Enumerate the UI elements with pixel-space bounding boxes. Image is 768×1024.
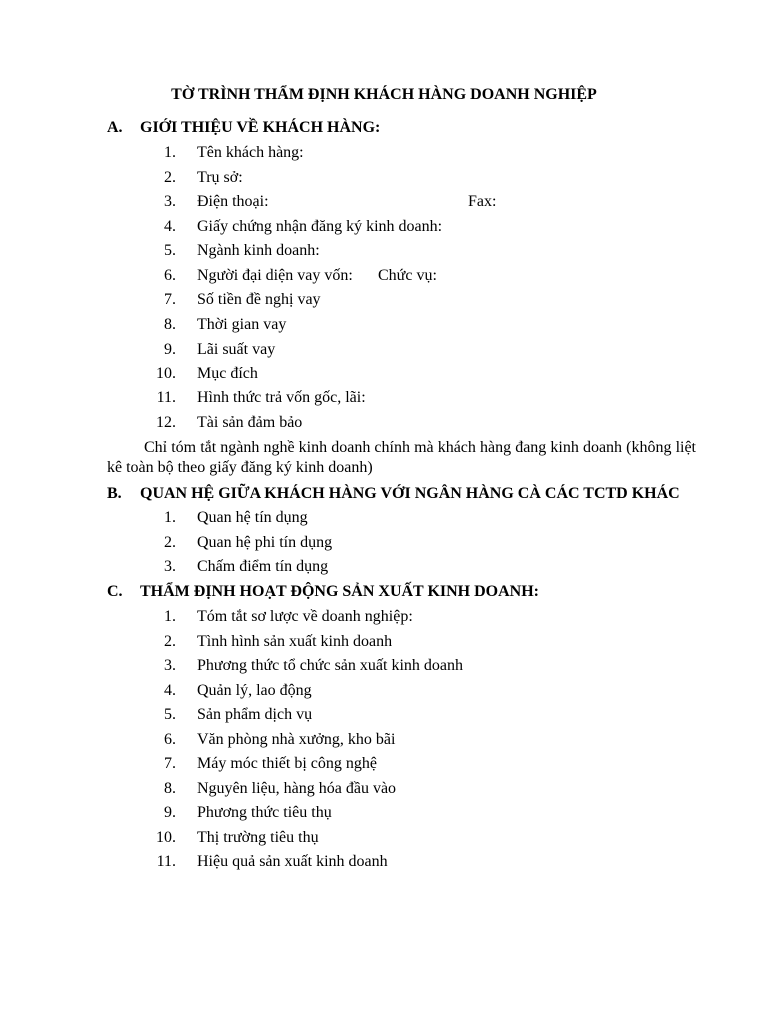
list-item <box>0 534 768 556</box>
list-item <box>0 389 768 411</box>
list-item <box>0 657 768 679</box>
section-letter: C. <box>107 583 123 600</box>
item-number: 3. <box>164 558 176 575</box>
item-number: 1. <box>164 509 176 526</box>
item-number: 3. <box>164 193 176 210</box>
item-number: 8. <box>164 316 176 333</box>
fax-label: Fax: <box>468 193 497 210</box>
list-item <box>0 558 768 580</box>
section-title: QUAN HỆ GIỮA KHÁCH HÀNG VỚI NGÂN HÀNG CÀ CÁC TCTD KHÁC <box>140 485 680 502</box>
section-title: THẨM ĐỊNH HOẠT ĐỘNG SẢN XUẤT KINH DOANH: <box>140 583 539 600</box>
item-text: Chấm điểm tín dụng <box>197 558 329 575</box>
item-text: Lãi suất vay <box>197 341 276 358</box>
item-text: Tên khách hàng: <box>197 144 304 161</box>
list-item <box>0 780 768 802</box>
item-text: Giấy chứng nhận đăng ký kinh doanh: <box>197 218 443 235</box>
item-number: 8. <box>164 780 176 797</box>
list-item <box>0 242 768 264</box>
item-text: Tóm tắt sơ lược về doanh nghiệp: <box>197 608 413 625</box>
list-item <box>0 316 768 338</box>
section-a-heading <box>107 119 380 137</box>
item-number: 6. <box>164 731 176 748</box>
section-letter: A. <box>107 119 123 136</box>
list-item <box>0 804 768 826</box>
item-number: 7. <box>164 291 176 308</box>
list-item <box>0 829 768 851</box>
list-item <box>0 633 768 655</box>
list-item <box>0 341 768 363</box>
item-number: 1. <box>164 608 176 625</box>
item-text: Sản phẩm dịch vụ <box>197 706 313 723</box>
item-number: 10. <box>156 365 176 382</box>
section-letter: B. <box>107 485 122 502</box>
item-text: Trụ sở: <box>197 169 243 186</box>
list-item <box>0 291 768 313</box>
item-number: 2. <box>164 169 176 186</box>
section-title: GIỚI THIỆU VỀ KHÁCH HÀNG: <box>140 119 381 136</box>
item-number: 6. <box>164 267 176 284</box>
list-item <box>0 608 768 630</box>
list-item <box>0 193 768 215</box>
item-text: Phương thức tiêu thụ <box>197 804 332 821</box>
list-item <box>0 509 768 531</box>
section-b-heading <box>107 485 680 503</box>
list-item <box>0 706 768 728</box>
item-number: 1. <box>164 144 176 161</box>
item-number: 11. <box>156 389 176 406</box>
item-text: Máy móc thiết bị công nghệ <box>197 755 377 772</box>
item-text: Số tiền đề nghị vay <box>197 291 321 308</box>
item-text: Phương thức tổ chức sản xuất kinh doanh <box>197 657 463 674</box>
item-text: Văn phòng nhà xưởng, kho bãi <box>197 731 396 748</box>
item-text: Quan hệ tín dụng <box>197 509 308 526</box>
list-item <box>0 731 768 753</box>
document-title: TỜ TRÌNH THẨM ĐỊNH KHÁCH HÀNG DOANH NGHIỆP <box>171 86 597 103</box>
item-text: Điện thoại: <box>197 193 269 210</box>
item-text: Ngành kinh doanh: <box>197 242 320 259</box>
item-text: Nguyên liệu, hàng hóa đầu vào <box>197 780 397 797</box>
section-a-note: Chỉ tóm tắt ngành nghề kinh doanh chính mà khách hàng đang kinh doanh (không liệt kê toàn bộ theo giấy đăng ký kinh doanh) <box>107 439 696 476</box>
item-number: 4. <box>164 682 176 699</box>
item-text: Thị trường tiêu thụ <box>197 829 319 846</box>
item-number: 5. <box>164 242 176 259</box>
list-item <box>0 365 768 387</box>
item-text: Quan hệ phi tín dụng <box>197 534 333 551</box>
list-item <box>0 169 768 191</box>
list-item <box>0 144 768 166</box>
item-number: 12. <box>156 414 176 431</box>
item-number: 9. <box>164 341 176 358</box>
item-text: Quản lý, lao động <box>197 682 312 699</box>
item-number: 10. <box>156 829 176 846</box>
item-text: Hiệu quả sản xuất kinh doanh <box>197 853 388 870</box>
item-number: 5. <box>164 706 176 723</box>
item-number: 11. <box>156 853 176 870</box>
item-text: Mục đích <box>197 365 258 382</box>
item-number: 4. <box>164 218 176 235</box>
item-text: Tài sản đảm bảo <box>197 414 303 431</box>
list-item <box>0 682 768 704</box>
position-label: Chức vụ: <box>378 267 437 284</box>
list-item <box>0 853 768 875</box>
item-number: 2. <box>164 534 176 551</box>
item-number: 7. <box>164 755 176 772</box>
list-item <box>0 414 768 436</box>
item-number: 2. <box>164 633 176 650</box>
list-item <box>0 267 768 289</box>
list-item <box>0 218 768 240</box>
item-number: 3. <box>164 657 176 674</box>
item-number: 9. <box>164 804 176 821</box>
item-text: Thời gian vay <box>197 316 287 333</box>
item-text: Người đại diện vay vốn: <box>197 267 353 284</box>
item-text: Hình thức trả vốn gốc, lãi: <box>197 389 366 406</box>
item-text: Tình hình sản xuất kinh doanh <box>197 633 393 650</box>
list-item <box>0 755 768 777</box>
section-c-heading <box>107 583 539 601</box>
